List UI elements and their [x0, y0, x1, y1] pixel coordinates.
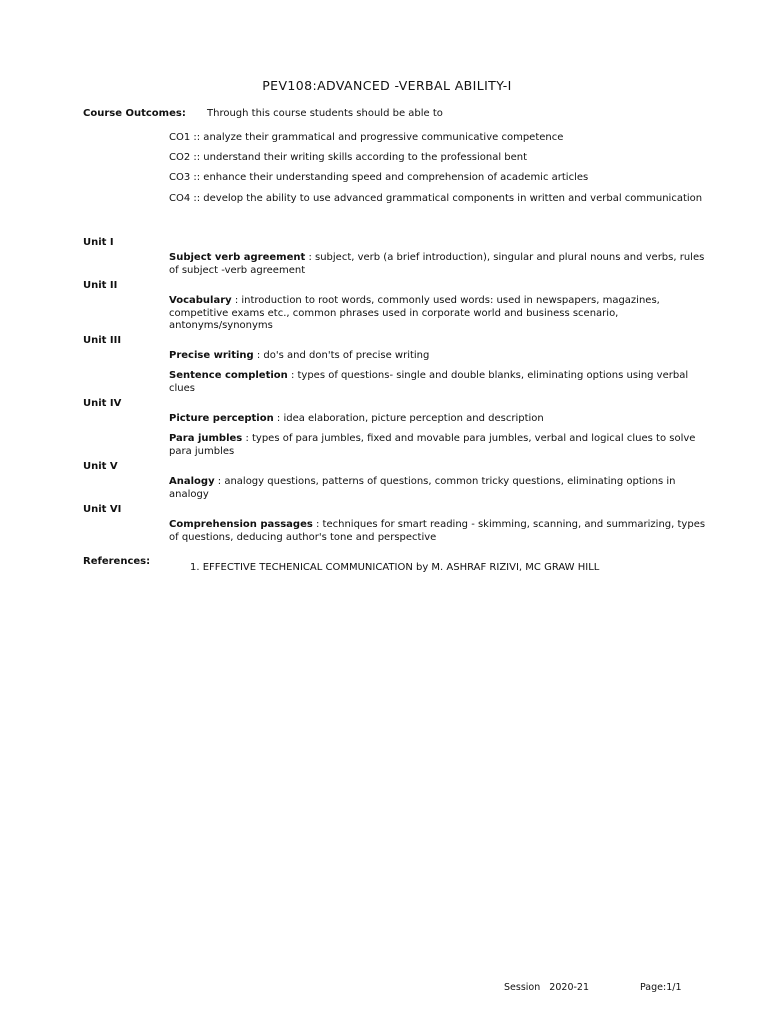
unit-2-topic-1: [169, 295, 709, 333]
topic-text: : subject, verb (a brief introduction), singular and plural nouns and verbs, rules of subject -verb agreement: [169, 252, 705, 276]
topic-text: : idea elaboration, picture perception and description: [273, 413, 544, 424]
topic-text: : types of para jumbles, fixed and movable para jumbles, verbal and logical clues to solve para jumbles: [169, 433, 696, 457]
topic-heading: Comprehension passages: [169, 519, 313, 530]
course-outcomes-intro: Through this course students should be able to: [207, 108, 443, 119]
unit-6-label: Unit VI: [83, 504, 122, 515]
unit-1-label: Unit I: [83, 237, 114, 248]
reference-item-1: 1. EFFECTIVE TECHENICAL COMMUNICATION by M. ASHRAF RIZIVI, MC GRAW HILL: [190, 562, 600, 573]
unit-3-topic-1: [169, 350, 709, 363]
topic-heading: Analogy: [169, 476, 215, 487]
footer-page-number: Page:1/1: [640, 982, 682, 993]
references-label: References:: [83, 556, 151, 567]
topic-text: : do's and don'ts of precise writing: [253, 350, 430, 361]
topic-heading: Vocabulary: [169, 295, 232, 306]
topic-text: : introduction to root words, commonly used words: used in newspapers, magazines, competitive exams etc., common phrases used in corporate world and business scenario, antonyms/synonyms: [169, 295, 660, 331]
topic-heading: Subject verb agreement: [169, 252, 306, 263]
topic-text: : techniques for smart reading - skimming, scanning, and summarizing, types of questions, deducing author's tone and perspective: [169, 519, 706, 543]
unit-6-topic-1: [169, 519, 709, 544]
unit-4-topic-2: [169, 433, 709, 458]
unit-1-topic-1: [169, 252, 709, 277]
page-title: PEV108:ADVANCED -VERBAL ABILITY-I: [262, 78, 512, 93]
topic-heading: Precise writing: [169, 350, 254, 361]
unit-4-topic-1: [169, 413, 709, 426]
topic-heading: Para jumbles: [169, 433, 243, 444]
unit-3-label: Unit III: [83, 335, 122, 346]
unit-3-topic-2: [169, 370, 709, 395]
topic-heading: Sentence completion: [169, 370, 288, 381]
course-outcome-1: CO1 :: analyze their grammatical and progressive communicative competence: [169, 132, 564, 143]
course-outcome-4: CO4 :: develop the ability to use advanced grammatical components in written and verbal communication: [169, 193, 703, 204]
footer-session: Session 2020-21: [504, 982, 589, 993]
course-outcomes-label: Course Outcomes:: [83, 108, 186, 119]
topic-text: : analogy questions, patterns of questions, common tricky questions, eliminating options in analogy: [169, 476, 676, 500]
unit-5-topic-1: [169, 476, 709, 501]
unit-4-label: Unit IV: [83, 398, 122, 409]
unit-2-label: Unit II: [83, 280, 118, 291]
topic-heading: Picture perception: [169, 413, 274, 424]
topic-text: : types of questions- single and double blanks, eliminating options using verbal clues: [169, 370, 689, 394]
course-outcome-3: CO3 :: enhance their understanding speed and comprehension of academic articles: [169, 172, 589, 183]
unit-5-label: Unit V: [83, 461, 118, 472]
course-outcome-2: CO2 :: understand their writing skills according to the professional bent: [169, 152, 528, 163]
